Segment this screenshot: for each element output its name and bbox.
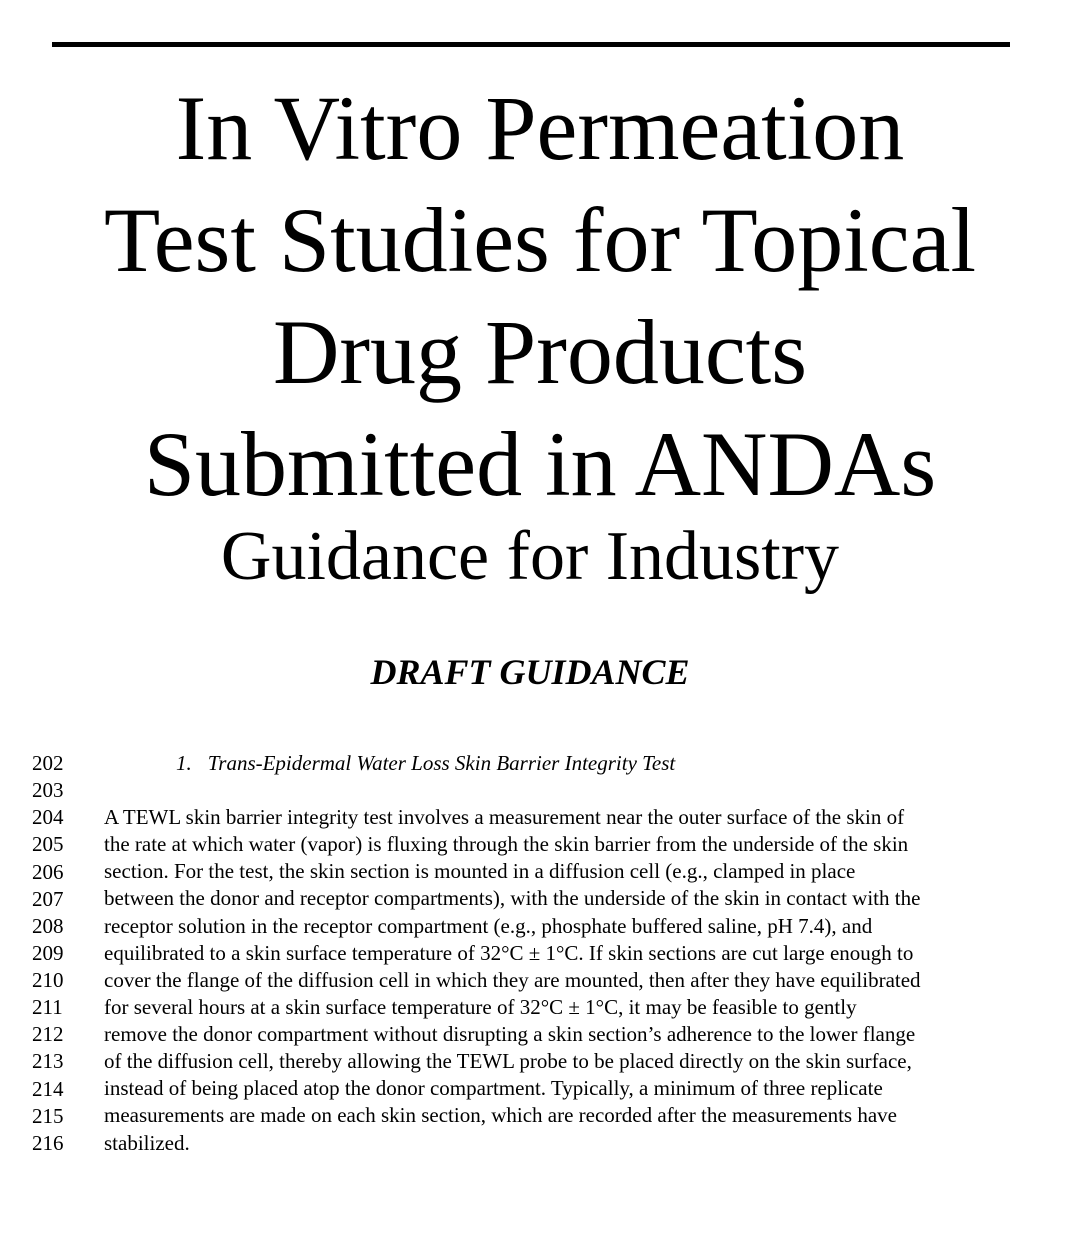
paragraph-line: measurements are made on each skin section, which are recorded after the measurements have (104, 1103, 897, 1128)
top-rule-divider (52, 42, 1010, 47)
title-line-2: Test Studies for Topical (103, 189, 977, 291)
paragraph-line: stabilized. (104, 1130, 190, 1155)
line-number: 211 (32, 995, 63, 1020)
section-heading-text: Trans-Epidermal Water Loss Skin Barrier Integrity Test (207, 751, 676, 775)
line-number: 216 (32, 1130, 64, 1155)
line-number: 207 (32, 886, 64, 911)
line-number: 205 (32, 832, 64, 857)
title-line-1: In Vitro Permeation (175, 77, 905, 179)
paragraph-line: instead of being placed atop the donor compartment. Typically, a minimum of three replicate (104, 1076, 883, 1101)
paragraph-line: cover the flange of the diffusion cell in which they are mounted, then after they have equilibrated (104, 967, 921, 992)
section-heading (176, 750, 675, 777)
paragraph-line: for several hours at a skin surface temperature of 32°C ± 1°C, it may be feasible to gently (104, 994, 857, 1019)
title-line-4: Submitted in ANDAs (143, 413, 937, 515)
line-number: 203 (32, 778, 64, 803)
paragraph-line: the rate at which water (vapor) is fluxing through the skin barrier from the underside of the skin (104, 832, 909, 857)
paragraph-line: of the diffusion cell, thereby allowing the TEWL probe to be placed directly on the skin surface, (104, 1049, 912, 1074)
line-number: 215 (32, 1103, 64, 1128)
line-number-column (32, 750, 82, 1157)
document-title (0, 72, 1080, 520)
document-subtitle: Guidance for Industry (220, 518, 840, 595)
line-number: 209 (32, 940, 64, 965)
line-number: 212 (32, 1022, 64, 1047)
line-number: 213 (32, 1049, 64, 1074)
paragraph-line: remove the donor compartment without disrupting a skin section’s adherence to the lower flange (104, 1022, 916, 1046)
section-number: 1. (176, 751, 192, 775)
line-number: 204 (32, 805, 64, 830)
draft-guidance-label: DRAFT GUIDANCE (370, 652, 690, 692)
line-number: 202 (32, 751, 64, 775)
paragraph-line: receptor solution in the receptor compartment (e.g., phosphate buffered saline, pH 7.4), and (104, 913, 873, 938)
body-paragraph (104, 804, 1044, 1157)
line-number: 214 (32, 1076, 64, 1101)
paragraph-line: between the donor and receptor compartments), with the underside of the skin in contact with the (104, 886, 921, 911)
paragraph-line: section. For the test, the skin section is mounted in a diffusion cell (e.g., clamped in place (104, 859, 856, 884)
paragraph-line: A TEWL skin barrier integrity test involves a measurement near the outer surface of the skin of (104, 805, 905, 829)
line-number: 210 (32, 968, 64, 992)
paragraph-line: equilibrated to a skin surface temperature of 32°C ± 1°C. If skin sections are cut large enough to (104, 940, 914, 965)
line-number: 208 (32, 913, 64, 938)
line-number: 206 (32, 859, 64, 884)
title-line-3: Drug Products (272, 301, 808, 403)
